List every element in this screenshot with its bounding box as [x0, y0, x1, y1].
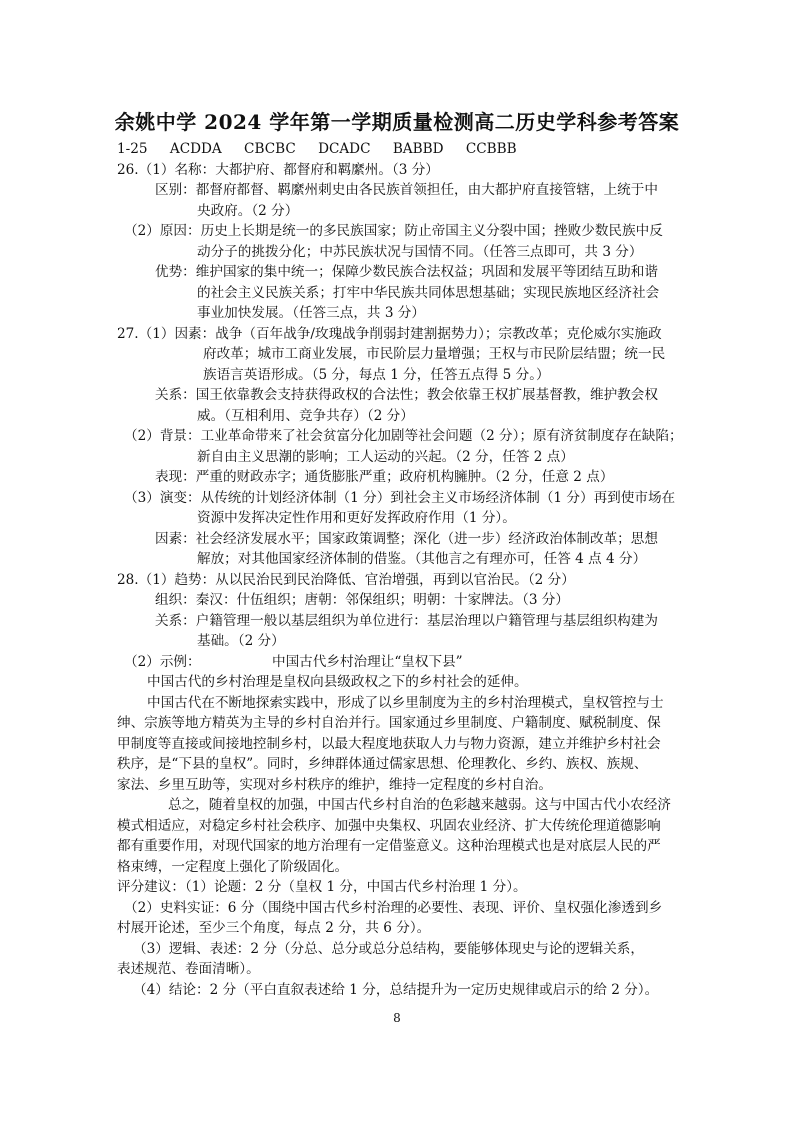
answer-group: ACDDA — [169, 141, 222, 157]
page-number: 8 — [393, 1011, 401, 1025]
text-line: 都有重要作用，对现代国家的地方治理有一定借鉴意义。这种治理模式也是对底层人民的严 — [117, 838, 661, 854]
answer-group: BABBD — [392, 141, 444, 157]
text-line: 的社会主义民族关系；打牢中华民族共同体思想基础；实现民族地区经济社会 — [197, 284, 660, 301]
text-line: 秩序，是“下县的皇权”。同时，乡绅群体通过儒家思想、伦理教化、乡约、族权、族规、 — [117, 756, 648, 772]
text-line: 总之，随着皇权的加强，中国古代乡村自治的色彩越来越弱。这与中国古代小农经济 — [168, 797, 671, 813]
text-line: 府改革；城市工商业发展，市民阶层力量增强；王权与市民阶层结盟；统一民 — [203, 346, 666, 362]
text-line: 威。（互相利用、竞争共存）（2 分） — [197, 407, 414, 424]
text-line: （2）背景：工业革命带来了社会贫富分化加剧等社会问题（2 分）；原有济贫制度存在缺陷； — [124, 428, 683, 444]
text-line: 族语言英语形成。（5 分，每点 1 分，任答五点得 5 分。） — [203, 366, 550, 383]
text-line: 26.（1）名称：大都护府、都督府和羁縻州。（3 分） — [117, 161, 439, 178]
scoring-line: 评分建议：（1）论题：2 分（皇权 1 分，中国古代乡村治理 1 分）。 — [117, 879, 527, 895]
text-line: 因素：社会经济发展水平；国家政策调整；深化（进一步）经济政治体制改革；思想 — [155, 530, 658, 547]
text-line: 中国古代的乡村治理是皇权向县级政权之下的乡村社会的延伸。 — [147, 674, 528, 690]
text-line: 优势：维护国家的集中统一；保障少数民族合法权益；巩固和发展平等团结互助和谐 — [155, 264, 658, 280]
answer-range: 1-25 — [117, 141, 148, 157]
text-line: 绅、宗族等地方精英为主导的乡村自治并行。国家通过乡里制度、户籍制度、赋税制度、保 — [117, 715, 661, 731]
scoring-line: 村展开论述，至少三个角度，每点 2 分，共 6 分）。 — [117, 920, 431, 936]
text-line: （2）原因：历史上长期是统一的多民族国家；防止帝国主义分裂中国；挫败少数民族中反 — [124, 223, 663, 239]
text-line: 27.（1）因素：战争（百年战争/玫瑰战争削弱封建割据势力）；宗教改革；克伦威尔实施政 — [117, 325, 662, 342]
text-line: 家法、乡里互助等，实现对乡村秩序的维护，维持一定程度的乡村自治。 — [117, 776, 552, 793]
text-line: 基础。（2 分） — [197, 633, 285, 649]
text-line: （2）示例： — [124, 653, 201, 670]
text-line: （3）演变：从传统的计划经济体制（1 分）到社会主义市场经济体制（1 分）再到使市场在 — [124, 489, 676, 506]
text-line: 关系：户籍管理一般以基层组织为单位进行：基层治理以户籍管理与基层组织构建为 — [155, 612, 658, 629]
text-line: 资源中发挥决定性作用和更好发挥政府作用（1 分）。 — [197, 510, 516, 526]
answer-group: CBCBC — [244, 141, 296, 157]
text-line: 事业加快发展。（任答三点，共 3 分） — [197, 305, 425, 321]
text-line: 新自由主义思潮的影响；工人运动的兴起。（2 分，任答 2 点） — [197, 448, 574, 465]
text-line: 表现：严重的财政赤字；通货膨胀严重；政府机构臃肿。（2 分，任意 2 点） — [155, 469, 614, 485]
text-line: 甲制度等直接或间接地控制乡村，以最大程度地获取人力与物力资源，建立并维护乡村社会 — [117, 735, 661, 752]
document-title: 余姚中学 2024 学年第一学期质量检测高二历史学科参考答案 — [114, 110, 680, 134]
scoring-line: 表述规范、卷面清晰）。 — [117, 961, 260, 977]
answer-group: CCBBB — [465, 141, 517, 157]
text-line: 央政府。（2 分） — [197, 202, 299, 219]
text-line: 区别：都督府都督、羁縻州刺史由各民族首领担任，由大都护府直接管辖，上统于中 — [155, 182, 658, 198]
scoring-line: （4）结论：2 分（平白直叙表述给 1 分，总结提升为一定历史规律或启示的给 2 分）。 — [133, 981, 659, 998]
text-line: 模式相适应，对稳定乡村社会秩序、加强中央集权、巩固农业经济、扩大传统伦理道德影响 — [117, 817, 661, 834]
text-line: 格束缚，一定程度上强化了阶级固化。 — [117, 858, 349, 875]
text-line: 关系：国王依靠教会支持获得政权的合法性；教会依靠王权扩展基督教，维护教会权 — [155, 387, 658, 403]
essay-title: 中国古代乡村治理让“皇权下县” — [272, 653, 463, 670]
scoring-line: （3）逻辑、表述：2 分（分总、总分或总分总结构，要能够体现史与论的逻辑关系， — [133, 940, 644, 957]
text-line: 解放；对其他国家经济体制的借鉴。（其他言之有理亦可，任答 4 点 4 分） — [197, 551, 647, 567]
text-line: 中国古代在不断地探索实践中，形成了以乡里制度为主的乡村治理模式，皇权管控与士 — [147, 694, 664, 711]
text-line: 28.（1）趋势：从以民治民到民治降低、官治增强，再到以官治民。（2 分） — [117, 571, 575, 588]
answer-group: DCADC — [318, 141, 371, 157]
answer-key-line — [117, 138, 535, 160]
scoring-line: （2）史料实证：6 分（围绕中国古代乡村治理的必要性、表现、评价、皇权强化渗透到乡 — [124, 899, 663, 916]
text-line: 动分子的挑拨分化；中苏民族状况与国情不同。（任答三点即可，共 3 分） — [197, 243, 643, 260]
text-line: 组织：秦汉：什伍组织；唐朝：邻保组织；明朝：十家牌法。（3 分） — [155, 592, 569, 608]
